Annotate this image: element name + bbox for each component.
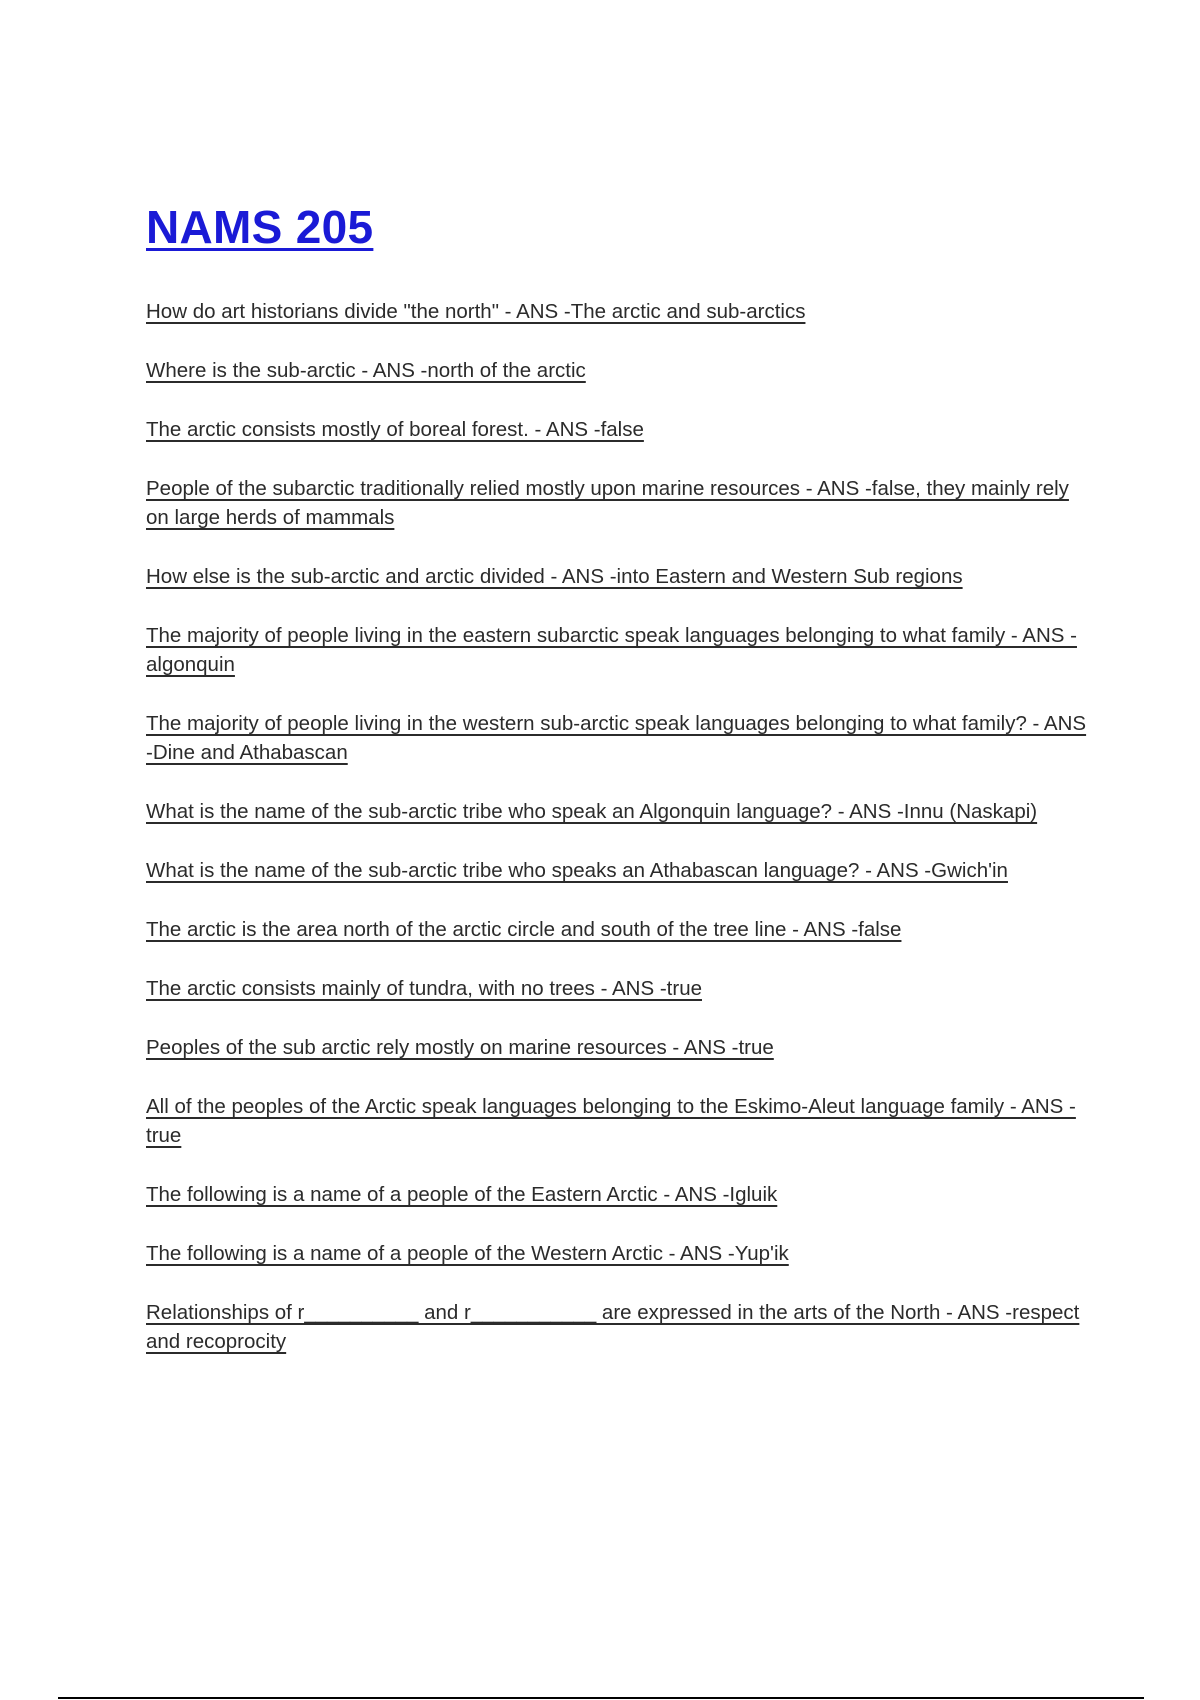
qa-item: Where is the sub-arctic - ANS -north of the arctic	[146, 359, 586, 382]
qa-item: What is the name of the sub-arctic tribe who speak an Algonquin language? - ANS -Innu (Naskapi)	[146, 800, 1038, 823]
qa-item: The arctic is the area north of the arctic circle and south of the tree line - ANS -false	[146, 918, 902, 941]
qa-item: The following is a name of a people of the Eastern Arctic - ANS -Igluik	[146, 1183, 778, 1206]
qa-item: The following is a name of a people of the Western Arctic - ANS -Yup'ik	[146, 1242, 789, 1265]
qa-item: The arctic consists mostly of boreal forest. - ANS -false	[146, 418, 644, 441]
qa-item: How else is the sub-arctic and arctic divided - ANS -into Eastern and Western Sub regions	[146, 565, 963, 588]
qa-list	[146, 297, 1096, 1386]
qa-item: People of the subarctic traditionally relied mostly upon marine resources - ANS -false, they mainly rely on large herds of mammals	[146, 477, 1069, 529]
qa-item: How do art historians divide "the north" - ANS -The arctic and sub-arctics	[146, 300, 806, 323]
qa-item: The majority of people living in the western sub-arctic speak languages belonging to what family? - ANS -Dine and Athabascan	[146, 712, 1087, 764]
qa-item: Relationships of r__________ and r___________ are expressed in the arts of the North - ANS -respect and recoprocity	[146, 1301, 1080, 1353]
document-title: NAMS 205	[146, 201, 374, 253]
qa-item: All of the peoples of the Arctic speak languages belonging to the Eskimo-Aleut language family - ANS -true	[146, 1095, 1076, 1147]
qa-item: The majority of people living in the eastern subarctic speak languages belonging to what family - ANS -algonquin	[146, 624, 1077, 676]
qa-item: The arctic consists mainly of tundra, with no trees - ANS -true	[146, 977, 702, 1000]
qa-item: What is the name of the sub-arctic tribe who speaks an Athabascan language? - ANS -Gwich'in	[146, 859, 1008, 882]
qa-item: Peoples of the sub arctic rely mostly on marine resources - ANS -true	[146, 1036, 774, 1059]
page-bottom-rule	[58, 1697, 1144, 1699]
